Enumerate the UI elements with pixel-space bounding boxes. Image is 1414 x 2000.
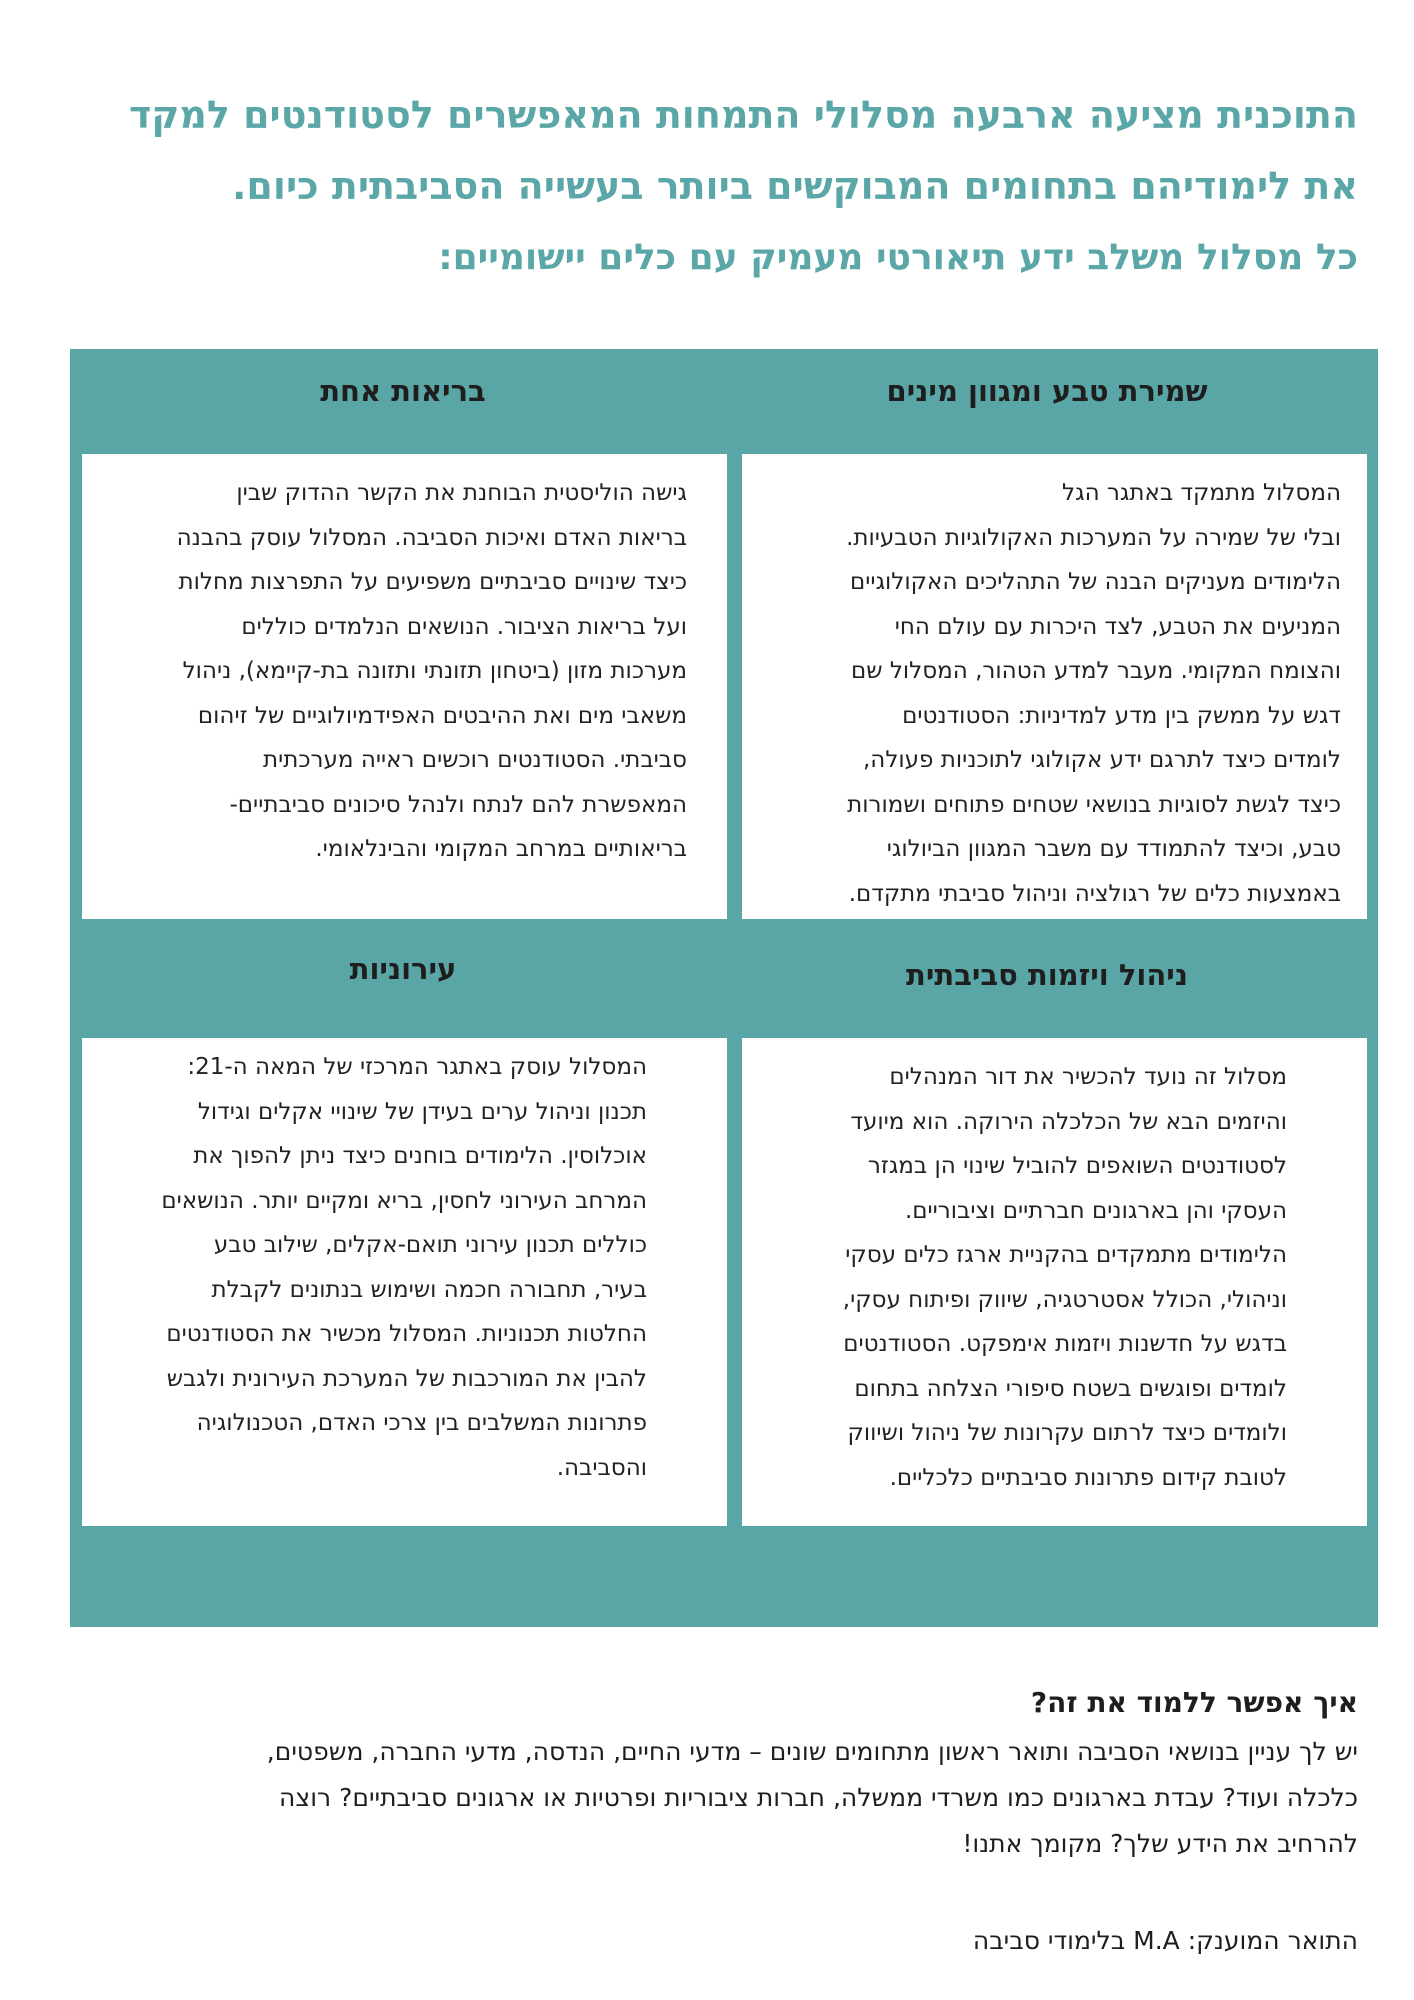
track-line: והסביבה. [556,1454,647,1481]
intro-line-2: את לימודיהם בתחומים המבוקשים ביותר בעשייה הסביבתית כיום. [232,164,1358,208]
track-line: בעיר, תחבורה חכמה ושימוש בנתונים לקבלת [211,1276,647,1303]
track-line: לומדים כיצד לתרגם ידע אקולוגי לתוכניות פעולה, [862,747,1341,773]
admission-text-line: כלכלה ועוד? עבדת בארגונים כמו משרדי ממשלה, חברות ציבוריות ופרטיות או ארגונים סביבתיים? רוצה [279,1783,1358,1812]
admission-question: איך אפשר ללמוד את זה? [1030,1686,1358,1719]
track-line: המסלול מתמקד באתגר הגל [1062,480,1341,506]
intro-line-3: כל מסלול משלב ידע תיאורטי מעמיק עם כלים יישומיים: [438,237,1358,278]
track-line: ועל בריאות הציבור. הנושאים הנלמדים כוללים [241,613,687,640]
track-line: משאבי מים ואת ההיבטים האפידמיולוגיים של זיהום [197,702,687,729]
track-line: המאפשרת להם לנתח ולנהל סיכונים סביבתיים- [229,791,687,818]
track-line: להבין את המורכבות של המערכת העירונית ולגבש [166,1365,647,1392]
track-line: המרחב העירוני לחסין, בריא ומקיים יותר. הנושאים [161,1187,647,1214]
track-line: בדגש על חדשנות ויזמות אימפקט. הסטודנטים [843,1331,1287,1357]
admission-text-line: יש לך עניין בנושאי הסביבה ותואר ראשון מתחומים שונים – מדעי החיים, הנדסה, מדעי החברה, משפטים, [266,1737,1358,1766]
track-line: ולומדים כיצד לרתום עקרונות של ניהול ושיווק [847,1420,1287,1446]
track-line: בריאותיים במרחב המקומי והבינלאומי. [315,836,687,862]
degree-awarded: התואר המוענק: M.A בלימודי סביבה [972,1926,1358,1955]
track-line: סביבתי. הסטודנטים רוכשים ראייה מערכתית [262,747,687,773]
tracks-panel [70,349,1378,1627]
track-line: מסלול זה נועד להכשיר את דור המנהלים [889,1064,1287,1090]
track-line: העסקי והן בארגונים חברתיים וציבוריים. [904,1197,1287,1224]
track-line: באמצעות כלים של רגולציה וניהול סביבתי מתקדם. [848,880,1341,907]
admission-section [18,1683,1358,1961]
track-line: טבע, וכיצד להתמודד עם משבר המגוון הביולוגי [886,836,1341,862]
track-line: בריאות האדם ואיכות הסביבה. המסלול עוסק בהבנה [176,524,687,551]
track-line: תכנון וניהול ערים בעידן של שינויי אקלים וגידול [197,1098,647,1125]
track-line: אוכלוסין. הלימודים בוחנים כיצד ניתן להפוך את [193,1143,647,1169]
intro [58,80,1358,293]
track-box-urbanism [82,1038,727,1526]
track-line: והצומח המקומי. מעבר למדע הטהור, המסלול שם [850,658,1341,684]
track-box-nature [742,454,1367,919]
track-line: ובלי של שמירה על המערכות האקולוגיות הטבעיות. [846,524,1341,551]
track-line: הלימודים מעניקים הבנה של התהליכים האקולוגיים [850,569,1341,595]
intro-line-1: התוכנית מציעה ארבעה מסלולי התמחות המאפשרים לסטודנטים למקד [129,93,1358,137]
track-line: לטובת קידום פתרונות סביבתיים כלכליים. [889,1464,1287,1491]
admission-text-line: להרחיב את הידע שלך? מקומך אתנו! [962,1829,1358,1858]
track-line: וניהולי, הכולל אסטרטגיה, שיווק ופיתוח עסקי, [842,1286,1287,1313]
track-box-one-health [82,454,727,919]
track-line: הלימודים מתמקדים בהקניית ארגז כלים עסקי [845,1242,1287,1268]
track-line: לסטודנטים השואפים להוביל שינוי הן במגזר [867,1153,1287,1179]
track-line: כיצד לגשת לסוגיות בנושאי שטחים פתוחים ושמורות [847,791,1341,818]
track-line: מערכות מזון (ביטחון תזונתי ותזונה בת-קיימא), ניהול [182,658,687,684]
track-line: כוללים תכנון עירוני תואם-אקלים, שילוב טבע [213,1232,647,1258]
track-box-management [742,1038,1367,1526]
track-line: לומדים ופוגשים בשטח סיפורי הצלחה בתחום [854,1375,1287,1402]
track-line: פתרונות המשלבים בין צרכי האדם, הטכנולוגיה [196,1410,647,1436]
track-line: כיצד שינויים סביבתיים משפיעים על התפרצות מחלות [178,569,687,595]
track-line: המניעים את הטבע, לצד היכרות עם עולם החי [894,613,1341,640]
track-title-management: ניהול ויזמות סביבתית [906,958,1188,992]
track-line: החלטות תכנוניות. המסלול מכשיר את הסטודנטים [166,1321,647,1347]
track-title-nature: שמירת טבע ומגוון מינים [886,374,1208,408]
track-line: המסלול עוסק באתגר המרכזי של המאה ה-21: [187,1054,647,1080]
track-title-urbanism: עירוניות [349,952,457,986]
track-line: דגש על ממשק בין מדע למדיניות: הסטודנטים [902,702,1341,729]
track-title-one-health: בריאות אחת [320,374,486,408]
track-line: והיזמים הבא של הכלכלה הירוקה. הוא מיועד [850,1108,1287,1135]
track-line: גישה הוליסטית הבוחנת את הקשר ההדוק שבין [236,480,687,506]
